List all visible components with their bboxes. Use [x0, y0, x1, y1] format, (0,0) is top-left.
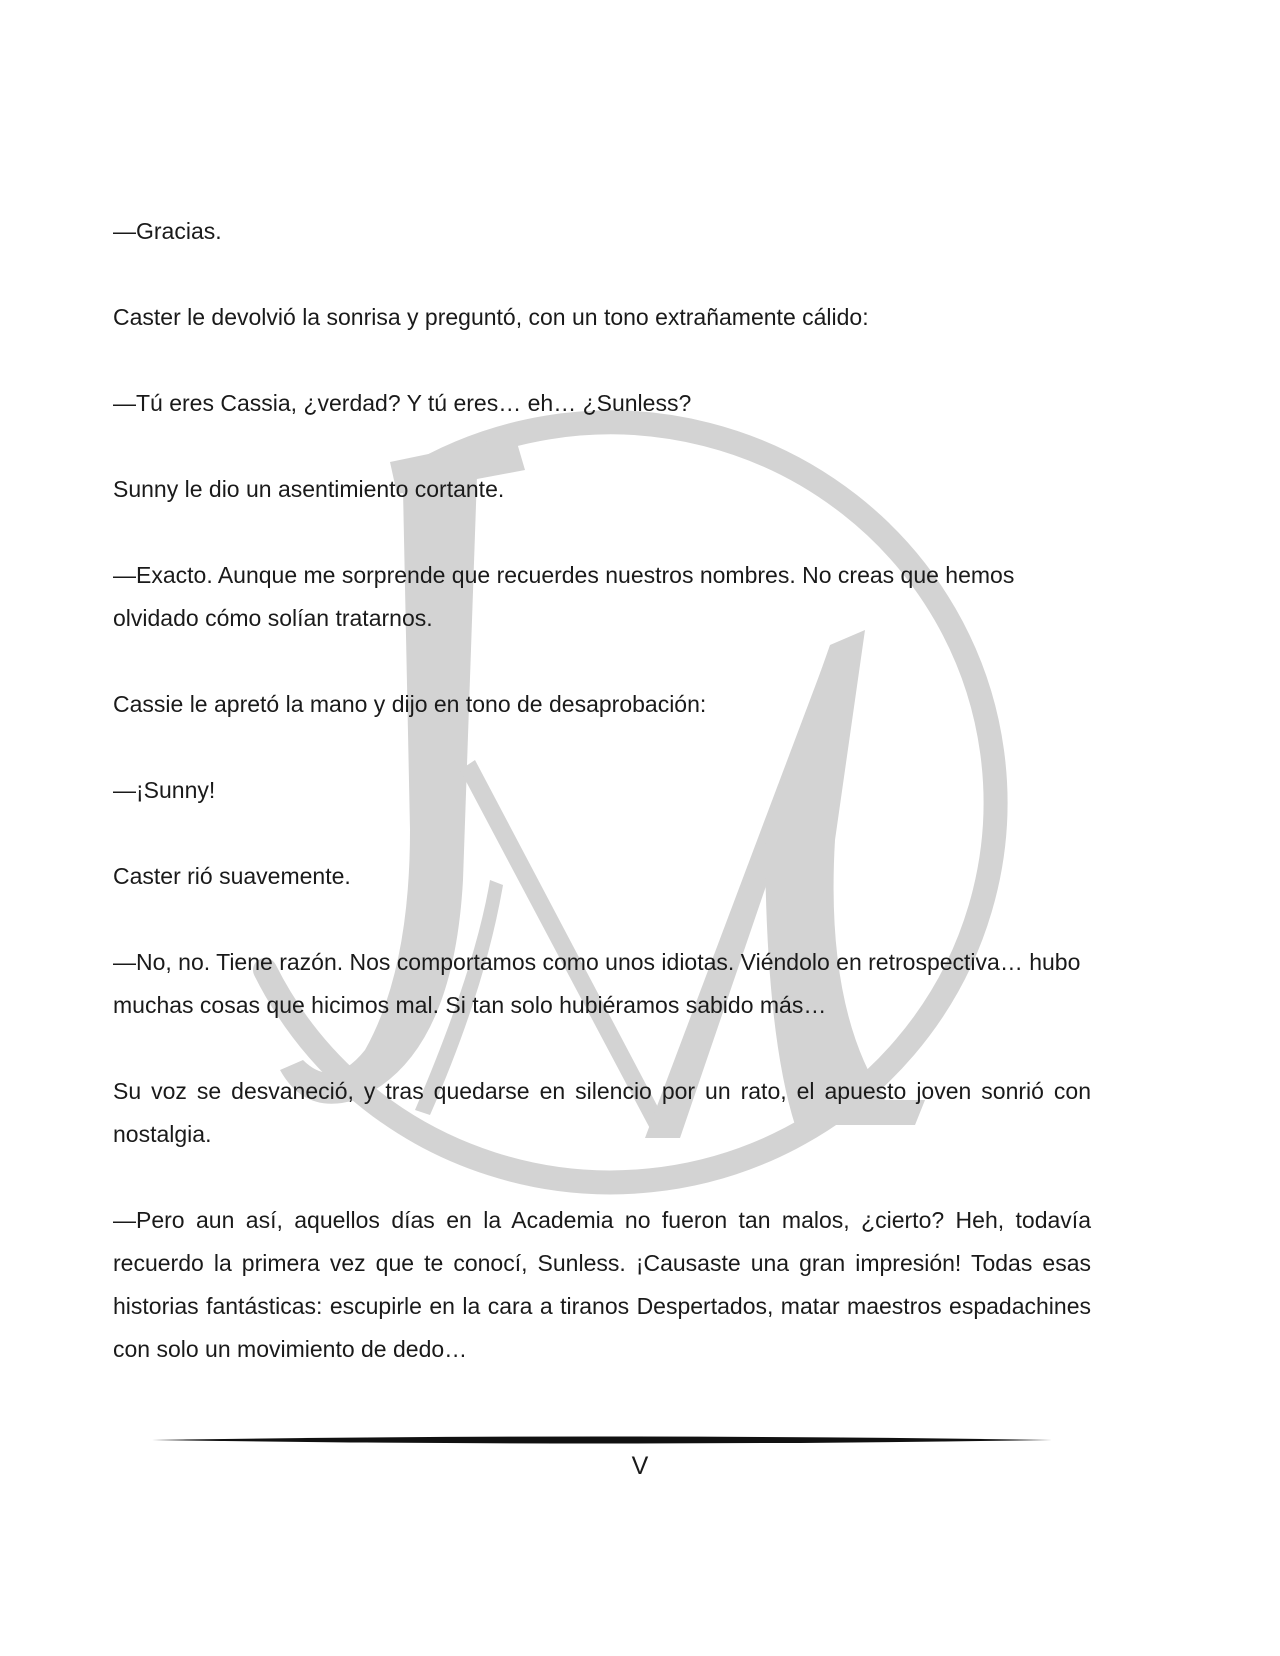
- paragraph: —No, no. Tiene razón. Nos comportamos como unos idiotas. Viéndolo en retrospectiva… hubo muchas cosas que hicimos mal. Si tan solo hubiéramos sabido más…: [113, 949, 1081, 1018]
- paragraph: —¡Sunny!: [113, 777, 216, 803]
- footer-divider: [152, 1434, 1052, 1446]
- paragraph: Cassie le apretó la mano y dijo en tono de desaprobación:: [113, 691, 707, 717]
- paragraph: Caster rió suavemente.: [113, 863, 351, 889]
- paragraph: —Gracias.: [113, 218, 222, 244]
- paragraph: —Pero aun así, aquellos días en la Academia no fueron tan malos, ¿cierto? Heh, todavía recuerdo la primera vez que te conocí, Sunless. ¡Causaste una gran impresión! Todas esas historias fantásticas: escupirle en la cara a tiranos Despertados, matar maestros espadachines con solo un movimiento de dedo…: [113, 1207, 1091, 1362]
- paragraph: Sunny le dio un asentimiento cortante.: [113, 476, 505, 502]
- body-text: [113, 210, 1091, 1414]
- page-number: V: [631, 1452, 649, 1480]
- paragraph: —Exacto. Aunque me sorprende que recuerdes nuestros nombres. No creas que hemos olvidado cómo solían tratarnos.: [113, 562, 1015, 631]
- paragraph: Caster le devolvió la sonrisa y preguntó, con un tono extrañamente cálido:: [113, 304, 869, 330]
- paragraph: Su voz se desvaneció, y tras quedarse en silencio por un rato, el apuesto joven sonrió con nostalgia.: [113, 1078, 1091, 1147]
- paragraph: —Tú eres Cassia, ¿verdad? Y tú eres… eh… ¿Sunless?: [113, 390, 692, 416]
